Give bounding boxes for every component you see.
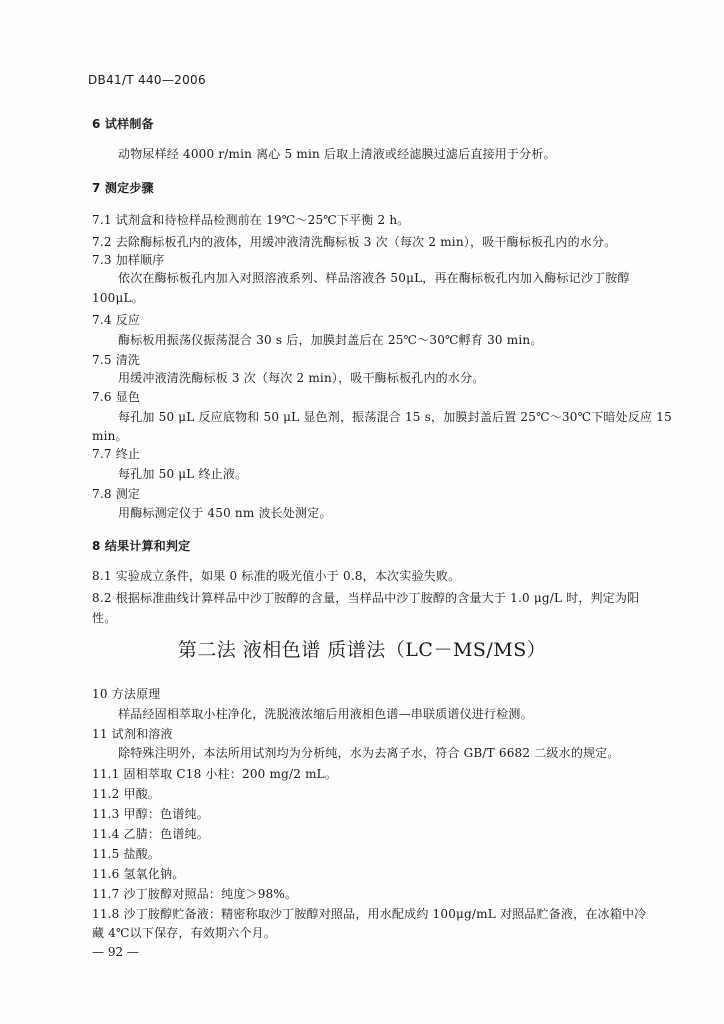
method-2-title: 第二法 液相色谱 质谱法（LC－MS/MS） <box>177 639 547 661</box>
item-7-7-body: 每孔加 50 μL 终止液。 <box>118 467 248 481</box>
item-11-5: 11.5 盐酸。 <box>92 847 161 861</box>
item-7-8-heading: 7.8 测定 <box>92 487 141 501</box>
section-7-heading: 7 测定步骤 <box>92 181 154 195</box>
item-11-4: 11.4 乙腈：色谱纯。 <box>92 827 209 841</box>
item-11-6: 11.6 氢氧化钠。 <box>92 867 185 881</box>
section-10-heading: 10 方法原理 <box>92 687 161 701</box>
item-11-2: 11.2 甲酸。 <box>92 787 161 801</box>
item-7-3-body-line1: 依次在酶标板孔内加入对照溶液系列、样品溶液各 50μL，再在酶标板孔内加入酶标记沙丁胺醇 <box>118 271 630 285</box>
item-7-7-heading: 7.7 终止 <box>92 447 141 461</box>
item-7-3-heading: 7.3 加样顺序 <box>92 253 165 267</box>
item-7-4-heading: 7.4 反应 <box>92 313 141 327</box>
section-8-heading: 8 结果计算和判定 <box>92 539 191 553</box>
section-11-intro: 除特殊注明外，本法所用试剂均为分析纯，水为去离子水，符合 GB/T 6682 二级水的规定。 <box>118 746 620 760</box>
section-10-body: 样品经固相萃取小柱净化，洗脱液浓缩后用液相色谱—串联质谱仪进行检测。 <box>118 707 533 721</box>
item-8-2-line2: 性。 <box>92 611 117 625</box>
page-number: — 92 — <box>92 945 139 959</box>
item-7-4-body: 酶标板用振荡仪振荡混合 30 s 后，加膜封盖后在 25℃～30℃孵育 30 min。 <box>118 333 543 347</box>
section-11-heading: 11 试剂和溶液 <box>92 727 173 741</box>
item-11-8-line2: 藏 4℃以下保存，有效期六个月。 <box>92 926 277 940</box>
item-7-1: 7.1 试剂盒和待检样品检测前在 19℃～25℃下平衡 2 h。 <box>92 213 410 227</box>
item-7-6-body-line2: min。 <box>92 429 128 443</box>
item-11-8-line1: 11.8 沙丁胺醇贮备液：精密称取沙丁胺醇对照品，用水配成约 100μg/mL 对照品贮备液，在冰箱中冷 <box>92 907 647 921</box>
item-8-1: 8.1 实验成立条件，如果 0 标准的吸光值小于 0.8，本次实验失败。 <box>92 569 461 583</box>
item-7-3-body-line2: 100μL。 <box>92 291 144 305</box>
item-7-5-heading: 7.5 清洗 <box>92 353 141 367</box>
item-11-3: 11.3 甲醇：色谱纯。 <box>92 807 209 821</box>
item-11-7: 11.7 沙丁胺醇对照品：纯度＞98%。 <box>92 887 298 901</box>
item-8-2-line1: 8.2 根据标准曲线计算样品中沙丁胺醇的含量，当样品中沙丁胺醇的含量大于 1.0 μg/L 时，判定为阳 <box>92 591 640 605</box>
section-6-heading: 6 试样制备 <box>92 117 154 131</box>
section-6-body: 动物尿样经 4000 r/min 离心 5 min 后取上清液或经滤膜过滤后直接用于分析。 <box>118 147 556 161</box>
item-7-2: 7.2 去除酶标板孔内的液体，用缓冲液清洗酶标板 3 次（每次 2 min），吸干酶标板孔内的水分。 <box>92 235 617 249</box>
standard-code: DB41/T 440—2006 <box>88 73 206 87</box>
item-7-5-body: 用缓冲液清洗酶标板 3 次（每次 2 min），吸干酶标板孔内的水分。 <box>118 371 485 385</box>
item-7-6-body-line1: 每孔加 50 μL 反应底物和 50 μL 显色剂，振荡混合 15 s，加膜封盖后置 25℃～30℃下暗处反应 15 <box>118 410 672 424</box>
item-7-6-heading: 7.6 显色 <box>92 390 141 404</box>
item-7-8-body: 用酶标测定仪于 450 nm 波长处测定。 <box>118 506 332 520</box>
item-11-1: 11.1 固相萃取 C18 小柱：200 mg/2 mL。 <box>92 767 338 781</box>
